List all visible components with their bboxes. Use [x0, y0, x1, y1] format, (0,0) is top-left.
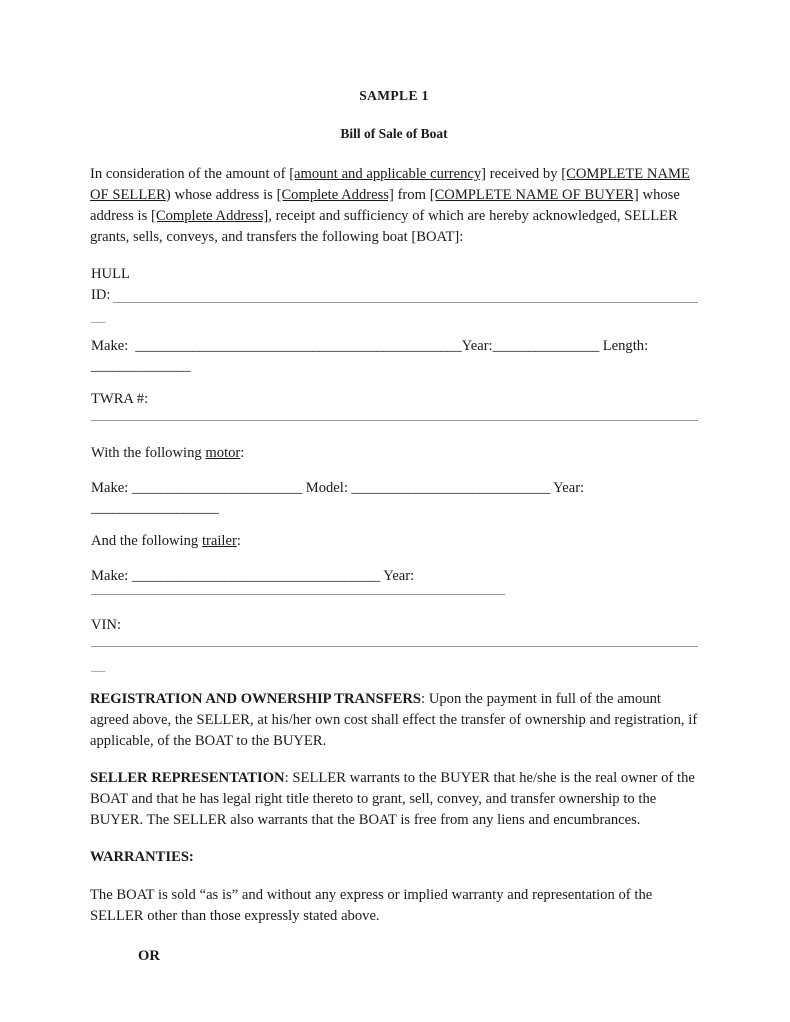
clause-seller-representation-separator: : [284, 770, 293, 787]
received-by-text: received by [486, 166, 562, 183]
motor-make-label: Make: [91, 479, 129, 496]
trailer-intro-lead: And the following [91, 533, 202, 549]
motor-make-model-year-row[interactable] [91, 478, 698, 519]
vin-wrap-artifact: __ [91, 658, 106, 675]
boat-details-block [91, 264, 698, 675]
trailer-year-label: Year: [380, 567, 415, 584]
motor-make-fill[interactable]: ________________________ [128, 479, 303, 496]
clause-registration [90, 689, 698, 751]
seller-tail-text: ) whose address is [165, 187, 277, 204]
motor-model-label: Model: [302, 479, 348, 496]
trailer-year-field[interactable] [91, 586, 698, 603]
warranties-body: The BOAT is sold “as is” and without any express or implied warranty and representation of the SELLER other than those expressly stated above. [90, 887, 653, 924]
clause-seller-representation-body: SELLER warrants to the BUYER that he/she is the real owner of the BOAT and that he has legal right title thereto to grant, sell, convey, and transfer ownership to the BUYER. The SELLER also warrants that the BOAT is free from any liens and encumbrances. [90, 770, 695, 828]
amount-placeholder: [amount and applicable currency] [289, 166, 487, 183]
motor-year-label: Year: [550, 479, 585, 496]
or-divider-label: OR [138, 947, 160, 964]
hull-label-line1: HULL [91, 266, 130, 283]
motor-intro-tail: : [240, 444, 245, 461]
buyer-address-placeholder: [Complete Address] [151, 207, 269, 224]
boat-make-label: Make: [91, 337, 129, 354]
trailer-term: trailer [201, 533, 237, 549]
page-title: SAMPLE 1 [359, 88, 429, 103]
seller-name-placeholder: [COMPLETE NAME OF SELLER [90, 166, 690, 204]
motor-intro-lead: With the following [91, 444, 206, 461]
vin-field[interactable] [91, 638, 698, 655]
vin-rule[interactable] [91, 646, 698, 647]
twra-rule[interactable] [91, 420, 698, 421]
hull-id-rule[interactable] [113, 302, 698, 303]
consideration-lead: In consideration of the amount of [90, 166, 290, 183]
clause-seller-representation [90, 768, 698, 830]
clause-registration-heading: REGISTRATION AND OWNERSHIP TRANSFERS [90, 691, 422, 708]
boat-length-label: Length: [599, 337, 649, 354]
boat-length-fill[interactable]: ______________ [91, 358, 191, 375]
boat-make-fill[interactable]: ______________________________________________ [128, 337, 462, 354]
twra-field[interactable] [91, 412, 698, 429]
motor-intro [91, 443, 698, 464]
hull-id-label: ID: [91, 286, 111, 303]
boat-make-year-length-row[interactable] [91, 336, 698, 377]
hull-id-wrap-artifact: __ [91, 308, 106, 325]
boat-year-fill[interactable]: _______________ [492, 337, 600, 354]
trailer-make-label: Make: [91, 567, 129, 584]
consideration-paragraph [90, 164, 698, 247]
buyer-name-placeholder: [COMPLETE NAME OF BUYER] [429, 187, 639, 204]
hull-id-field[interactable] [91, 285, 698, 306]
trailer-intro-tail: : [236, 533, 241, 549]
consideration-closing: , receipt and sufficiency of which are hereby acknowledged, SELLER grants, sells, conveys, and transfers the following boat [BOAT]: [90, 207, 678, 245]
document-subtitle: Bill of Sale of Boat [340, 126, 448, 142]
warranties-heading-text: WARRANTIES: [90, 849, 194, 866]
warranties-heading [90, 847, 698, 868]
clause-registration-separator: : [421, 691, 429, 708]
document-content [90, 88, 698, 966]
clause-seller-representation-heading: SELLER REPRESENTATION [90, 770, 285, 787]
motor-term: motor [205, 444, 241, 461]
boat-year-label: Year: [461, 337, 493, 354]
from-text: from [393, 187, 430, 204]
seller-address-placeholder: [Complete Address] [276, 187, 394, 204]
motor-year-fill[interactable]: __________________ [91, 500, 219, 517]
motor-model-fill[interactable]: ____________________________ [347, 479, 551, 496]
trailer-intro [91, 531, 698, 552]
trailer-make-year-row[interactable] [91, 566, 698, 587]
buyer-whose-text: whose address is [90, 187, 680, 224]
twra-label: TWRA #: [91, 391, 149, 408]
clause-registration-body: Upon the payment in full of the amount agreed above, the SELLER, at his/her own cost shall effect the transfer of ownership and registration, if applicable, of the BOAT to the BUYER. [90, 691, 698, 749]
trailer-make-fill[interactable]: ___________________________________ [128, 567, 381, 584]
trailer-year-rule[interactable] [91, 594, 505, 595]
vin-label: VIN: [91, 617, 121, 634]
